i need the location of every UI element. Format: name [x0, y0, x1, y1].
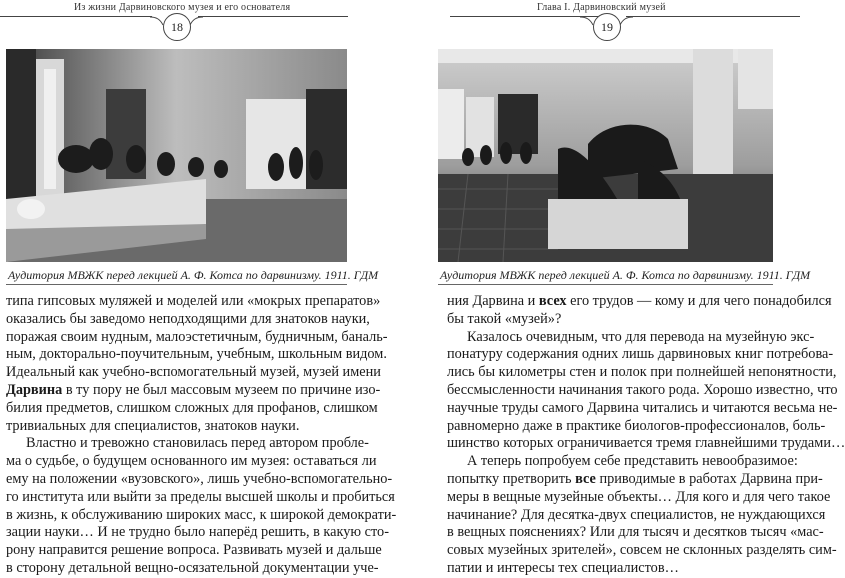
body-text	[447, 293, 845, 578]
photo-caption: Аудитория МВЖК перед лекцией А. Ф. Котса по дарвинизму. 1911. ГДМ	[440, 268, 811, 282]
header-rule	[626, 16, 800, 17]
text-line: Казалось очевидным, что для перевода на музейную экс-	[467, 328, 815, 345]
text-line: начинание? Для десятка-двух специалистов, не нуждающихся	[447, 506, 826, 523]
header-rule	[450, 16, 598, 17]
text-line: билия предметов, слишком сложных для профанов, слишком	[6, 399, 378, 416]
page-number: 18	[163, 13, 191, 41]
ornament-icon	[619, 16, 633, 26]
text-segment: его трудов — кому и для чего понадобился	[566, 293, 832, 309]
text-line: меры в вещные музейные объекты… Для кого и для чего такое	[447, 488, 831, 505]
right-page	[400, 0, 845, 576]
header-rule	[0, 16, 152, 17]
ornament-icon	[580, 16, 594, 26]
text-line: зации науки… И не трудно было наперёд решить, в какую сто-	[6, 524, 389, 541]
text-line: бессмысленности начинания такого рода. Хорошо известно, что	[447, 381, 838, 398]
text-line	[6, 381, 381, 400]
body-text	[6, 293, 397, 578]
text-line: понатуру содержания одних лишь дарвиновых книг потребова-	[447, 346, 834, 363]
text-line: патии и интересы тех специалистов…	[447, 559, 679, 576]
text-line: рону направится решение вопроса. Развивать музей и дальше	[6, 542, 382, 559]
header-rule	[198, 16, 348, 17]
text-line: совых музейных зрителей», совсем не склонных разделять сим-	[447, 542, 837, 559]
text-segment: попытку претворить	[447, 470, 576, 487]
left-page	[0, 0, 400, 576]
page-number: 19	[593, 13, 621, 41]
text-line: в вещных пояснениях? Или для тысяч и десятков тысяч «мас-	[447, 524, 824, 541]
text-line: оказались бы заведомо неподходящими для знатоков науки,	[6, 310, 370, 327]
text-segment: в ту пору не был массовым музеем по причине изо-	[62, 381, 381, 398]
caption-rule	[438, 284, 773, 285]
text-line: ным, докторально-поучительным, учебным, школьным видом.	[6, 346, 387, 363]
bold-word: все	[575, 470, 596, 487]
text-line: в сторону детальной вещно-осязательной документации уче-	[6, 559, 379, 576]
bold-word: всех	[538, 293, 567, 309]
museum-exhibit-photo	[438, 49, 773, 262]
text-line: научные труды самого Дарвина читались и читаются весьма не-	[447, 399, 838, 416]
text-line: Властно и тревожно становилась перед автором пробле-	[26, 435, 369, 452]
museum-hall-photo	[6, 49, 347, 262]
ornament-icon	[189, 16, 203, 26]
caption-rule	[6, 284, 347, 285]
text-line: го института или выйти за пределы высшей школы и пробиться	[6, 488, 395, 505]
text-line: А теперь попробуем себе представить невообразимое:	[467, 453, 798, 470]
bold-word: Дарвина	[6, 381, 63, 398]
text-line	[447, 470, 823, 489]
text-line: лись бы километры стен и полок при полнейшей непонятности,	[447, 364, 837, 381]
text-line: шинство которых ограничивается тремя главнейшими трудами…	[447, 435, 845, 452]
ornament-icon	[150, 16, 164, 26]
text-line: равномерно даже в практике биологов-профессионалов, боль-	[447, 417, 826, 434]
photo-caption: Аудитория МВЖК перед лекцией А. Ф. Котса по дарвинизму. 1911. ГДМ	[8, 268, 379, 282]
text-line	[447, 293, 832, 311]
text-line: Идеальный как учебно-вспомогательный музей, музей имени	[6, 364, 381, 381]
running-head: Из жизни Дарвиновского музея и его основателя	[74, 2, 291, 13]
text-segment: приводимые в работах Дарвина при-	[595, 470, 823, 487]
text-line: бы такой «музей»?	[447, 310, 562, 327]
text-line: тривиальных для специалистов, знатоков науки.	[6, 417, 300, 434]
text-line: ма о судьбе, о будущем основанного им музея: оставаться ли	[6, 453, 377, 470]
text-line: типа гипсовых муляжей и моделей или «мокрых препаратов»	[6, 293, 381, 309]
text-line: в жизнь, к обслуживанию широких масс, к широкой демократи-	[6, 506, 397, 523]
text-segment: ния Дарвина и	[447, 293, 539, 309]
text-line: ему на положении «вузовского», лишь учебно-вспомогательно-	[6, 470, 393, 487]
text-line: поражая своим нудным, малоэстетичным, будничным, баналь-	[6, 328, 388, 345]
running-head: Глава I. Дарвиновский музей	[537, 2, 666, 13]
